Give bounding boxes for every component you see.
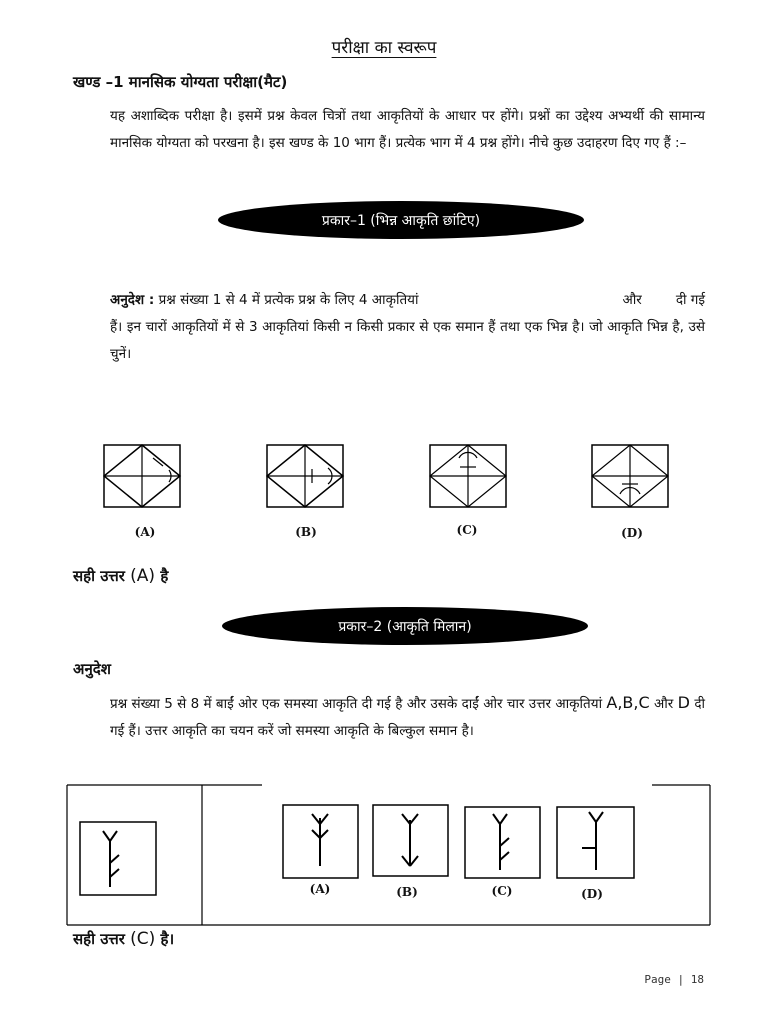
type2-heading: अनुदेश — [73, 660, 111, 678]
type2-answer-figure-a — [282, 804, 360, 880]
footer-page-number: 18 — [690, 973, 704, 986]
type1-instruction-text: प्रश्न संख्या 1 से 4 में प्रत्येक प्रश्न के लिए 4 आकृतियां — [158, 292, 419, 308]
type2-answer-suffix: है। — [160, 930, 175, 948]
type2-figure-b-label: (B) — [396, 885, 418, 899]
figure-1a — [103, 444, 183, 510]
type1-answer-option: (A) — [130, 566, 156, 586]
type2-figure-d-label: (D) — [581, 887, 603, 901]
footer-separator: | — [677, 973, 685, 986]
type2-answer-figure-c — [464, 806, 542, 880]
figure-1d — [591, 444, 671, 510]
type1-instruction-label: अनुदेश : — [110, 292, 155, 308]
type1-instruction — [110, 287, 705, 368]
type1-answer-suffix: है — [160, 567, 169, 585]
type2-instruction-and: और — [653, 696, 674, 712]
page-footer — [644, 973, 704, 986]
page-title: परीक्षा का स्वरूप — [331, 38, 437, 58]
type2-instruction-part2: दी गई हैं। उत्तर आकृति का चयन करें जो समस्या आकृति के बिल्कुल समान है। — [110, 696, 705, 739]
type2-pill-label: प्रकार–2 (आकृति मिलान) — [338, 618, 472, 635]
type2-answer-figure-d — [556, 806, 636, 880]
section-intro: यह अशाब्दिक परीक्षा है। इसमें प्रश्न केवल चित्रों तथा आकृतियों के आधार पर होंगे। प्रश्नों का उद्देश्य अभ्यर्थी की सामान्य मानसिक योग्यता को परखना है। इस खण्ड के 10 भाग हैं। प्रत्येक भाग में 4 प्रश्न होंगे। नीचे कुछ उदाहरण दिए गए हैं :– — [110, 108, 705, 151]
type2-answer — [73, 929, 174, 949]
type2-instruction-part1: प्रश्न संख्या 5 से 8 में बाईं ओर एक समस्या आकृति दी गई है और उसके दाईं ओर चार उत्तर आकृतियां — [110, 696, 603, 712]
type2-answer-prefix: सही उत्तर — [73, 930, 125, 948]
type2-answer-figure-b — [372, 804, 450, 878]
type2-instruction — [110, 689, 705, 745]
type2-figure-a-label: (A) — [309, 882, 331, 896]
type1-instruction-given: दी गई — [675, 292, 705, 308]
type2-problem-figure — [79, 821, 159, 897]
type1-pill — [218, 201, 584, 239]
figure-1d-label: (D) — [621, 526, 643, 540]
figure-1b-label: (B) — [295, 525, 317, 539]
type2-instruction-d: D — [677, 693, 690, 712]
type1-instruction-and: और — [622, 292, 642, 308]
type2-instruction-options: A,B,C — [606, 693, 650, 712]
figure-1a-label: (A) — [134, 525, 156, 539]
type1-instruction-rest: हैं। इन चारों आकृतियों में से 3 आकृतियां किसी न किसी प्रकार से एक समान हैं तथा एक भिन्न है। जो आकृति भिन्न है, उसे चुनें। — [110, 319, 705, 362]
type2-pill — [222, 607, 588, 645]
footer-page-label: Page — [644, 973, 671, 986]
figure-1b — [266, 444, 346, 510]
type2-answer-option: (C) — [130, 929, 156, 949]
type2-figure-c-label: (C) — [491, 884, 513, 898]
type1-answer-prefix: सही उत्तर — [73, 567, 125, 585]
type1-pill-label: प्रकार–1 (भिन्न आकृति छांटिए) — [321, 212, 481, 229]
figure-1c — [429, 444, 509, 510]
type1-answer — [73, 566, 168, 586]
figure-1c-label: (C) — [456, 523, 478, 537]
section-heading: खण्ड –1 मानसिक योग्यता परीक्षा(मैट) — [73, 73, 288, 91]
